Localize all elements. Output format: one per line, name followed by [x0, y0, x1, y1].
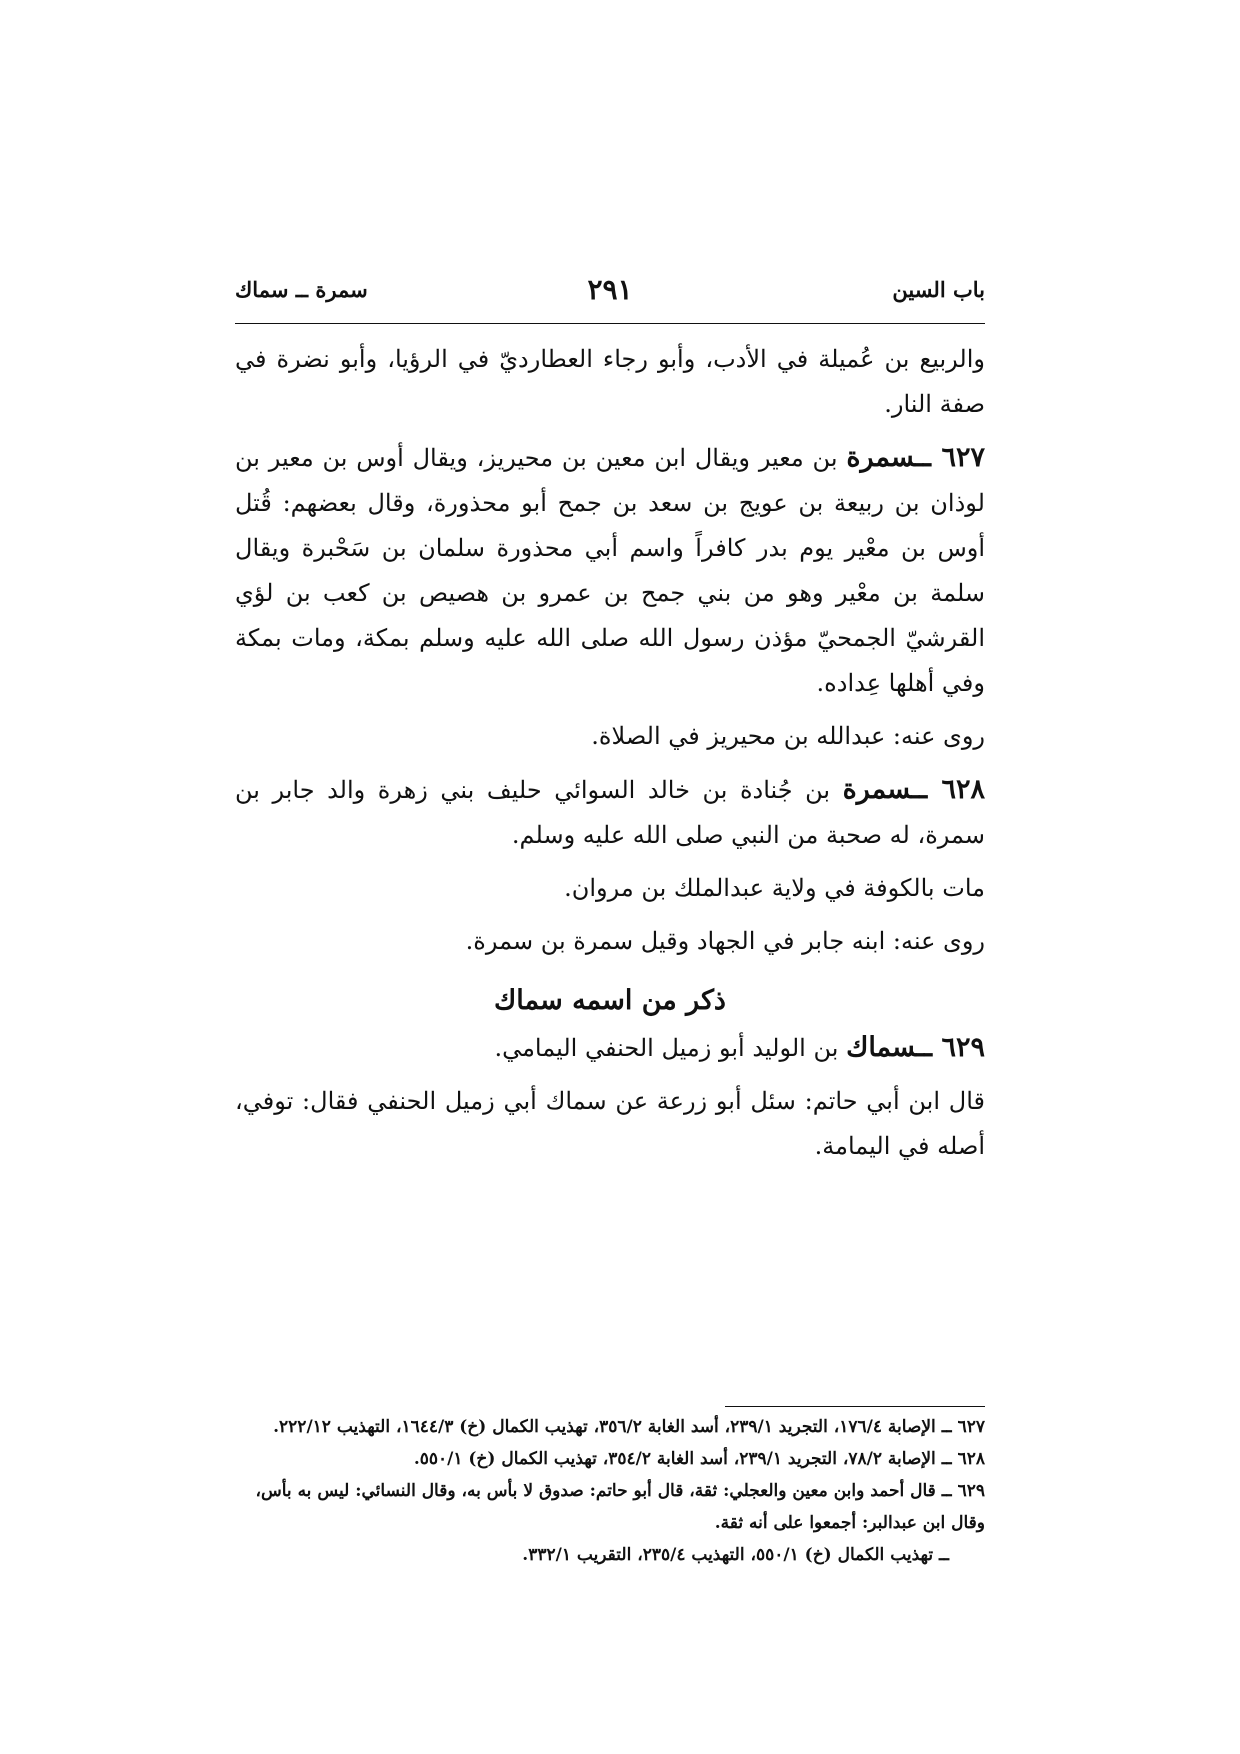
entry-628-death: مات بالكوفة في ولاية عبدالملك بن مروان.	[564, 874, 985, 902]
entry-number: ٦٢٧ ــ	[915, 442, 985, 473]
entry-text: بن الوليد أبو زميل الحنفي اليمامي.	[494, 1034, 847, 1062]
entry-628-narrators: روى عنه: ابنه جابر في الجهاد وقيل سمرة بن سمرة.	[465, 927, 985, 955]
entry-627	[235, 435, 985, 706]
header-rule	[235, 323, 985, 324]
entry-627-narrators: روى عنه: عبدالله بن محيريز في الصلاة.	[591, 722, 985, 750]
chapter-title: باب السين	[892, 277, 985, 302]
footnote-629: ٦٢٩ ــ قال أحمد وابن معين والعجلي: ثقة، قال أبو حاتم: صدوق لا بأس به، وقال النسائي: ليس به بأس، وقال ابن عبدالبر: أجمعوا على أنه ثقة.	[255, 1481, 985, 1533]
footnote-628: ٦٢٨ ــ الإصابة ٧٨/٢، التجريد ٢٣٩/١، أسد الغابة ٣٥٤/٢، تهذيب الكمال (خ) ٥٥٠/١.	[413, 1449, 985, 1469]
entry-text: بن جُنادة بن خالد السوائي حليف بني زهرة والد جابر بن سمرة، له صحبة من النبي صلى الله عليه وسلم.	[235, 776, 985, 849]
page-header	[235, 255, 985, 306]
main-text	[235, 337, 985, 1177]
running-title: سمرة ــ سماك	[235, 277, 368, 302]
entry-name: سماك	[846, 1032, 917, 1063]
entry-name: سمرة	[842, 774, 912, 805]
footnote-627: ٦٢٧ ــ الإصابة ١٧٦/٤، التجريد ٢٣٩/١، أسد الغابة ٣٥٦/٢، تهذيب الكمال (خ) ١٦٤٤/٣، التهذيب ٢٢٢/١٢.	[273, 1417, 985, 1437]
entry-629	[235, 1025, 985, 1071]
footnotes	[235, 1406, 985, 1571]
entry-text: بن معير ويقال ابن معين بن محيريز، ويقال أوس بن معير بن لوذان بن ربيعة بن عويج بن سعد بن جمح أبو محذورة، وقال بعضهم: قُتل أوس بن معْير يوم بدر كافراً واسم أبي محذورة سلمان بن سَحْبرة ويقال سلمة بن معْير وهو من بني جمح بن عمرو بن هصيص بن كعب بن لؤي القرشيّ الجمحيّ مؤذن رسول الله صلى الله عليه وسلم بمكة، ومات بمكة وفي أهلها عِداده.	[235, 444, 985, 697]
intro-paragraph: والربيع بن عُميلة في الأدب، وأبو رجاء العطارديّ في الرؤيا، وأبو نضرة في صفة النار.	[235, 345, 985, 418]
entry-number: ٦٢٨ ــ	[911, 774, 985, 805]
book-page	[235, 255, 985, 1565]
entry-628	[235, 767, 985, 858]
entry-number: ٦٢٩ ــ	[916, 1032, 985, 1063]
footnote-rule	[725, 1406, 985, 1407]
section-heading: ذكر من اسمه سماك	[494, 985, 726, 1016]
entry-name: سمرة	[846, 442, 916, 473]
page-number: ٢٩١	[587, 273, 633, 306]
footnote-629-sources: ــ تهذيب الكمال (خ) ٥٥٠/١، التهذيب ٢٣٥/٤، التقريب ٣٣٢/١.	[522, 1545, 949, 1565]
entry-629-quote: قال ابن أبي حاتم: سئل أبو زرعة عن سماك أبي زميل الحنفي فقال: توفي، أصله في اليمامة.	[235, 1087, 985, 1160]
